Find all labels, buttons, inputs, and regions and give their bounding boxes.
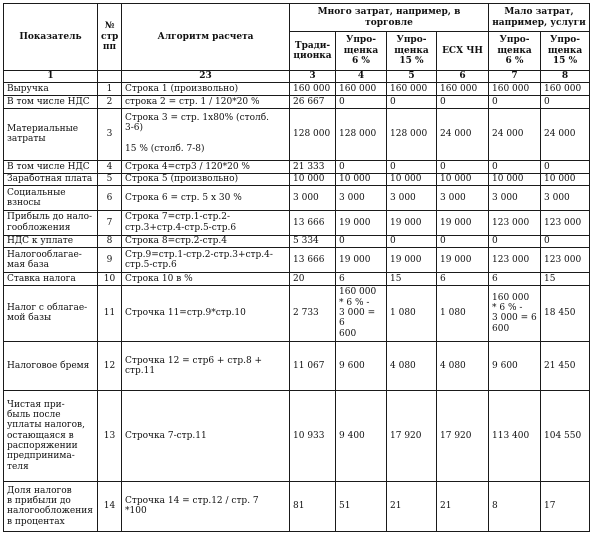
value-cell: 10 933 [290,390,336,481]
value-cell: 0 [336,95,387,108]
row-name-cell: Налог с облагае- мой базы [4,285,98,341]
value-cell: 0 [541,235,590,248]
value-cell: 0 [336,160,387,173]
algorithm-cell: Строка 6 = стр. 5 х 30 % [122,186,290,211]
value-cell: 6 [437,272,489,285]
value-cell: 3 000 [489,186,541,211]
row-name-cell: Ставка налога [4,272,98,285]
row-number-cell: 11 [98,285,122,341]
tax-comparison-table [3,3,590,532]
row-number-cell: 2 [98,95,122,108]
value-cell: 123 000 [541,211,590,236]
value-cell: 160 000 [387,83,437,96]
value-cell: 13 666 [290,211,336,236]
table-row [4,481,590,531]
column-numbers-row [4,71,590,83]
row-number-cell: 10 [98,272,122,285]
algorithm-cell: Строка 8=стр.2-стр.4 [122,235,290,248]
value-cell: 2 733 [290,285,336,341]
value-cell: 123 000 [541,248,590,273]
value-cell: 10 000 [387,173,437,186]
row-number-cell: 5 [98,173,122,186]
header-simplified-15-high: Упро- щенка 15 % [387,32,437,71]
value-cell: 160 000 [489,83,541,96]
value-cell: 160 000 [290,83,336,96]
column-number [98,71,122,83]
row-number-cell: 7 [98,211,122,236]
table-row [4,211,590,236]
value-cell: 24 000 [489,108,541,160]
header-simplified-15-low: Упро- щенка 15 % [541,32,590,71]
row-name-cell: Чистая при- быль после уплаты налогов, остающаяся в распоряжении предпринима- теля [4,390,98,481]
value-cell: 21 [387,481,437,531]
row-number-cell: 13 [98,390,122,481]
value-cell: 17 920 [387,390,437,481]
value-cell: 19 000 [387,248,437,273]
row-number-cell: 12 [98,341,122,390]
column-number: 3 [290,71,336,83]
value-cell: 128 000 [336,108,387,160]
value-cell: 24 000 [541,108,590,160]
table-row [4,390,590,481]
column-number: 1 [4,71,98,83]
row-name-cell: Заработная плата [4,173,98,186]
value-cell: 6 [336,272,387,285]
table-row [4,341,590,390]
value-cell: 9 600 [489,341,541,390]
table-row [4,186,590,211]
value-cell: 20 [290,272,336,285]
value-cell: 8 [489,481,541,531]
value-cell: 17 [541,481,590,531]
value-cell: 113 400 [489,390,541,481]
value-cell: 5 334 [290,235,336,248]
column-number: 4 [336,71,387,83]
table-row [4,95,590,108]
algorithm-cell: Строка 3 = стр. 1х80% (столб. 3-6) 15 % (столб. 7-8) [122,108,290,160]
value-cell: 21 450 [541,341,590,390]
value-cell: 17 920 [437,390,489,481]
value-cell: 0 [387,160,437,173]
value-cell: 9 400 [336,390,387,481]
header-simplified-6-low: Упро- щенка 6 % [489,32,541,71]
table-row [4,83,590,96]
header-traditional: Тради- ционка [290,32,336,71]
row-name-cell: Социальные взносы [4,186,98,211]
value-cell: 0 [489,160,541,173]
value-cell: 1 080 [387,285,437,341]
table-row [4,160,590,173]
column-number: 7 [489,71,541,83]
value-cell: 4 080 [437,341,489,390]
value-cell: 3 000 [437,186,489,211]
row-name-cell: Налоговое бремя [4,341,98,390]
value-cell: 160 000 [437,83,489,96]
value-cell: 123 000 [489,248,541,273]
value-cell: 10 000 [290,173,336,186]
row-number-cell: 4 [98,160,122,173]
header-eskhn: ЕСХ ЧН [437,32,489,71]
table-row [4,173,590,186]
row-name-cell: НДС к уплате [4,235,98,248]
row-name-cell: В том числе НДС [4,95,98,108]
value-cell: 10 000 [489,173,541,186]
algorithm-cell: Стр.9=стр.1-стр.2-стр.3+стр.4- стр.5-стр.6 [122,248,290,273]
algorithm-cell: Строчка 7-стр.11 [122,390,290,481]
row-number-cell: 9 [98,248,122,273]
row-name-cell: Налогооблагае- мая база [4,248,98,273]
value-cell: 10 000 [437,173,489,186]
value-cell: 15 [541,272,590,285]
row-name-cell: Выручка [4,83,98,96]
row-number-cell: 14 [98,481,122,531]
table-row [4,272,590,285]
value-cell: 0 [541,160,590,173]
value-cell: 0 [336,235,387,248]
value-cell: 3 000 [336,186,387,211]
value-cell: 0 [437,95,489,108]
row-number-cell: 6 [98,186,122,211]
algorithm-cell: Строчка 14 = стр.12 / стр. 7 *100 [122,481,290,531]
value-cell: 0 [489,235,541,248]
value-cell: 19 000 [336,248,387,273]
algorithm-cell: Строчка 11=стр.9*стр.10 [122,285,290,341]
value-cell: 51 [336,481,387,531]
algorithm-cell: Строка 10 в % [122,272,290,285]
value-cell: 3 000 [290,186,336,211]
algorithm-cell: Строка 5 (произвольно) [122,173,290,186]
header-algorithm: Алгоритм расчета [122,4,290,71]
value-cell: 0 [437,235,489,248]
value-cell: 26 667 [290,95,336,108]
header-group-low-costs: Мало затрат, например, услуги [489,4,590,32]
row-name-cell: В том числе НДС [4,160,98,173]
table-row [4,285,590,341]
value-cell: 21 [437,481,489,531]
table-row [4,235,590,248]
value-cell: 10 000 [541,173,590,186]
value-cell: 3 000 [541,186,590,211]
algorithm-cell: Строка 7=стр.1-стр.2- стр.3+стр.4-стр.5-стр.6 [122,211,290,236]
column-number: 5 [387,71,437,83]
value-cell: 21 333 [290,160,336,173]
header-group-high-costs: Много затрат, например, в торговле [290,4,489,32]
value-cell: 0 [387,235,437,248]
value-cell: 6 [489,272,541,285]
column-number: 6 [437,71,489,83]
value-cell: 104 550 [541,390,590,481]
table-row [4,248,590,273]
value-cell: 19 000 [336,211,387,236]
algorithm-cell: Строка 1 (произвольно) [122,83,290,96]
value-cell: 160 000 * 6 % - 3 000 = 6 600 [336,285,387,341]
value-cell: 13 666 [290,248,336,273]
header-simplified-6-high: Упро- щенка 6 % [336,32,387,71]
value-cell: 9 600 [336,341,387,390]
row-name-cell: Прибыль до нало- гообложения [4,211,98,236]
value-cell: 0 [541,95,590,108]
row-number-cell: 8 [98,235,122,248]
value-cell: 0 [489,95,541,108]
header-indicator: Показатель [4,4,98,71]
value-cell: 160 000 * 6 % - 3 000 = 6 600 [489,285,541,341]
value-cell: 128 000 [290,108,336,160]
value-cell: 11 067 [290,341,336,390]
value-cell: 10 000 [336,173,387,186]
row-number-cell: 3 [98,108,122,160]
value-cell: 3 000 [387,186,437,211]
value-cell: 123 000 [489,211,541,236]
value-cell: 160 000 [336,83,387,96]
algorithm-cell: строка 2 = стр. 1 / 120*20 % [122,95,290,108]
value-cell: 19 000 [437,248,489,273]
algorithm-cell: Строка 4=стр3 / 120*20 % [122,160,290,173]
table-body [4,83,590,532]
value-cell: 128 000 [387,108,437,160]
column-number: 8 [541,71,590,83]
row-name-cell: Доля налогов в прибыли до налогообложения в процентах [4,481,98,531]
value-cell: 4 080 [387,341,437,390]
column-number: 23 [122,71,290,83]
value-cell: 24 000 [437,108,489,160]
row-number-cell: 1 [98,83,122,96]
value-cell: 15 [387,272,437,285]
value-cell: 81 [290,481,336,531]
value-cell: 1 080 [437,285,489,341]
value-cell: 0 [437,160,489,173]
header-row-number: № стр пп [98,4,122,71]
table-row [4,108,590,160]
algorithm-cell: Строчка 12 = стр6 + стр.8 + стр.11 [122,341,290,390]
value-cell: 160 000 [541,83,590,96]
value-cell: 19 000 [387,211,437,236]
value-cell: 19 000 [437,211,489,236]
value-cell: 0 [387,95,437,108]
row-name-cell: Материальные затраты [4,108,98,160]
value-cell: 18 450 [541,285,590,341]
